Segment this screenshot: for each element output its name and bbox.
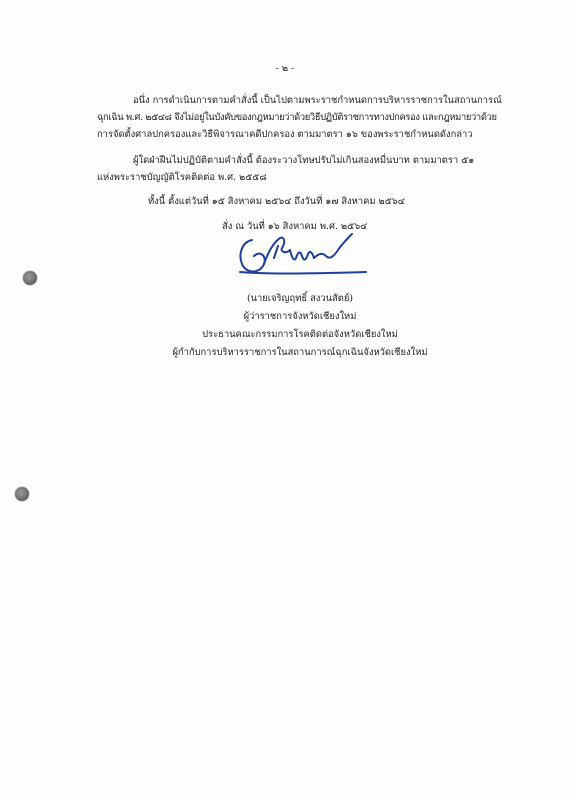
paragraph-2-line-1: ผู้ใดฝ่าฝืนไม่ปฏิบัติตามคำสั่งนี้ ต้องระวางโทษปรับไม่เกินสองหมื่นบาท ตามมาตรา ๕๑ [133, 155, 475, 166]
signatory-name: (นายเจริญฤทธิ์ สงวนสัตย์) [246, 293, 354, 304]
order-date: สั่ง ณ วันที่ ๑๖ สิงหาคม พ.ศ. ๒๕๖๔ [222, 221, 368, 232]
paragraph-1-line-3: การจัดตั้งศาลปกครองและวิธีพิจารณาคดีปกครอง ตามมาตรา ๑๖ ของพระราชกำหนดดังกล่าว [97, 129, 473, 140]
punch-hole-top [23, 271, 37, 285]
punch-hole-bottom [15, 487, 29, 501]
effective-period: ทั้งนี้ ตั้งแต่วันที่ ๑๕ สิงหาคม ๒๕๖๔ ถึงวันที่ ๑๗ สิงหาคม ๒๕๖๔ [148, 196, 405, 207]
paragraph-1-line-2: ฉุกเฉิน พ.ศ. ๒๕๔๘ จึงไม่อยู่ในบังคับของกฎหมายว่าด้วยวิธีปฏิบัติราชการทางปกครอง และกฎหมายว่าด้วย [97, 112, 497, 123]
page-number: - ๒ - [275, 63, 295, 74]
signatory-title-governor: ผู้ว่าราชการจังหวัดเชียงใหม่ [243, 311, 357, 322]
signature-image [234, 228, 374, 280]
signatory-title-emergency-supervisor: ผู้กำกับการบริหารราชการในสถานการณ์ฉุกเฉินจังหวัดเชียงใหม่ [172, 347, 428, 358]
paragraph-1-line-1: อนึ่ง การดำเนินการตามคำสั่งนี้ เป็นไปตามพระราชกำหนดการบริหารราชการในสถานการณ์ [133, 95, 502, 106]
signatory-title-committee-chair: ประธานคณะกรรมการโรคติดต่อจังหวัดเชียงใหม่ [202, 329, 398, 340]
paragraph-2-line-2: แห่งพระราชบัญญัติโรคติดต่อ พ.ศ. ๒๕๕๘ [97, 172, 267, 183]
